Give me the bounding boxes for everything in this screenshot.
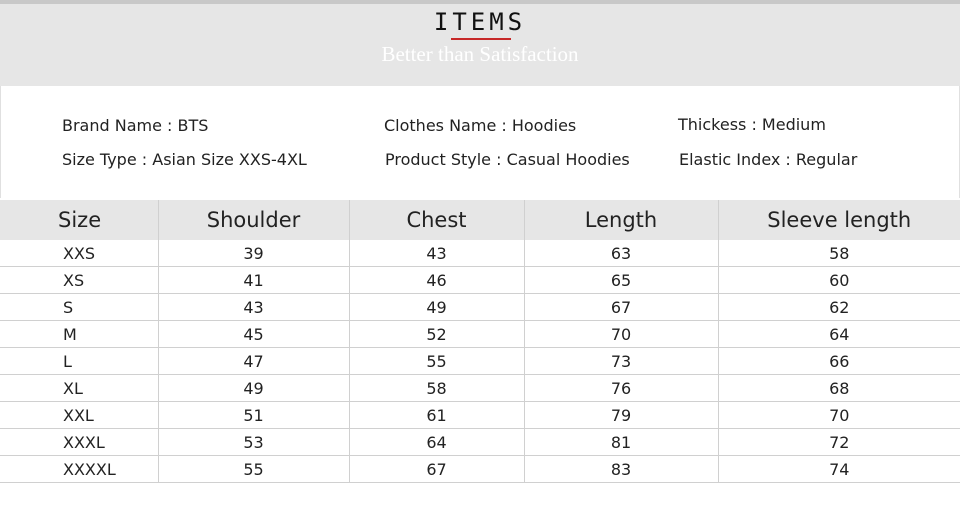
column-header-shoulder: Shoulder bbox=[158, 200, 349, 240]
cell-length: 70 bbox=[524, 321, 718, 348]
table-header-row bbox=[0, 200, 960, 240]
cell-sleeve-length: 62 bbox=[718, 294, 960, 321]
table-row bbox=[0, 429, 960, 456]
cell-shoulder: 55 bbox=[158, 456, 349, 483]
cell-shoulder: 53 bbox=[158, 429, 349, 456]
column-header-size: Size bbox=[0, 200, 158, 240]
table-row bbox=[0, 240, 960, 267]
cell-size: S bbox=[0, 294, 158, 321]
table-row bbox=[0, 402, 960, 429]
cell-chest: 43 bbox=[349, 240, 524, 267]
cell-sleeve-length: 60 bbox=[718, 267, 960, 294]
cell-shoulder: 43 bbox=[158, 294, 349, 321]
cell-chest: 46 bbox=[349, 267, 524, 294]
cell-sleeve-length: 64 bbox=[718, 321, 960, 348]
cell-size: XXL bbox=[0, 402, 158, 429]
cell-length: 67 bbox=[524, 294, 718, 321]
cell-size: XXS bbox=[0, 240, 158, 267]
cell-sleeve-length: 66 bbox=[718, 348, 960, 375]
cell-chest: 64 bbox=[349, 429, 524, 456]
cell-chest: 52 bbox=[349, 321, 524, 348]
column-header-sleeve-length: Sleeve length bbox=[718, 200, 960, 240]
product-info-panel bbox=[0, 86, 960, 198]
cell-size: XXXXL bbox=[0, 456, 158, 483]
cell-chest: 49 bbox=[349, 294, 524, 321]
cell-sleeve-length: 72 bbox=[718, 429, 960, 456]
table-body bbox=[0, 240, 960, 483]
cell-shoulder: 51 bbox=[158, 402, 349, 429]
cell-shoulder: 49 bbox=[158, 375, 349, 402]
cell-shoulder: 41 bbox=[158, 267, 349, 294]
cell-chest: 58 bbox=[349, 375, 524, 402]
brand-name: Brand Name : BTS bbox=[62, 116, 209, 135]
table-row bbox=[0, 294, 960, 321]
cell-length: 76 bbox=[524, 375, 718, 402]
size-type: Size Type : Asian Size XXS-4XL bbox=[62, 150, 307, 169]
cell-size: XS bbox=[0, 267, 158, 294]
cell-length: 63 bbox=[524, 240, 718, 267]
cell-shoulder: 39 bbox=[158, 240, 349, 267]
cell-length: 81 bbox=[524, 429, 718, 456]
cell-chest: 61 bbox=[349, 402, 524, 429]
table-row bbox=[0, 267, 960, 294]
table-row bbox=[0, 456, 960, 483]
product-style: Product Style : Casual Hoodies bbox=[385, 150, 630, 169]
title-underline bbox=[451, 38, 511, 40]
cell-length: 65 bbox=[524, 267, 718, 294]
cell-size: L bbox=[0, 348, 158, 375]
page-header bbox=[0, 4, 960, 86]
table-row bbox=[0, 375, 960, 402]
cell-size: XL bbox=[0, 375, 158, 402]
cell-length: 73 bbox=[524, 348, 718, 375]
thickess: Thickess : Medium bbox=[678, 115, 826, 134]
cell-sleeve-length: 58 bbox=[718, 240, 960, 267]
table-row bbox=[0, 321, 960, 348]
page-subtitle: Better than Satisfaction bbox=[381, 42, 579, 66]
column-header-chest: Chest bbox=[349, 200, 524, 240]
cell-sleeve-length: 70 bbox=[718, 402, 960, 429]
cell-chest: 67 bbox=[349, 456, 524, 483]
cell-size: XXXL bbox=[0, 429, 158, 456]
cell-length: 83 bbox=[524, 456, 718, 483]
cell-size: M bbox=[0, 321, 158, 348]
size-chart-table bbox=[0, 200, 960, 483]
elastic-index: Elastic Index : Regular bbox=[679, 150, 858, 169]
page-title: ITEMS bbox=[433, 8, 527, 36]
cell-sleeve-length: 68 bbox=[718, 375, 960, 402]
cell-sleeve-length: 74 bbox=[718, 456, 960, 483]
cell-length: 79 bbox=[524, 402, 718, 429]
column-header-length: Length bbox=[524, 200, 718, 240]
cell-shoulder: 47 bbox=[158, 348, 349, 375]
clothes-name: Clothes Name : Hoodies bbox=[384, 116, 577, 135]
cell-shoulder: 45 bbox=[158, 321, 349, 348]
cell-chest: 55 bbox=[349, 348, 524, 375]
table-row bbox=[0, 348, 960, 375]
